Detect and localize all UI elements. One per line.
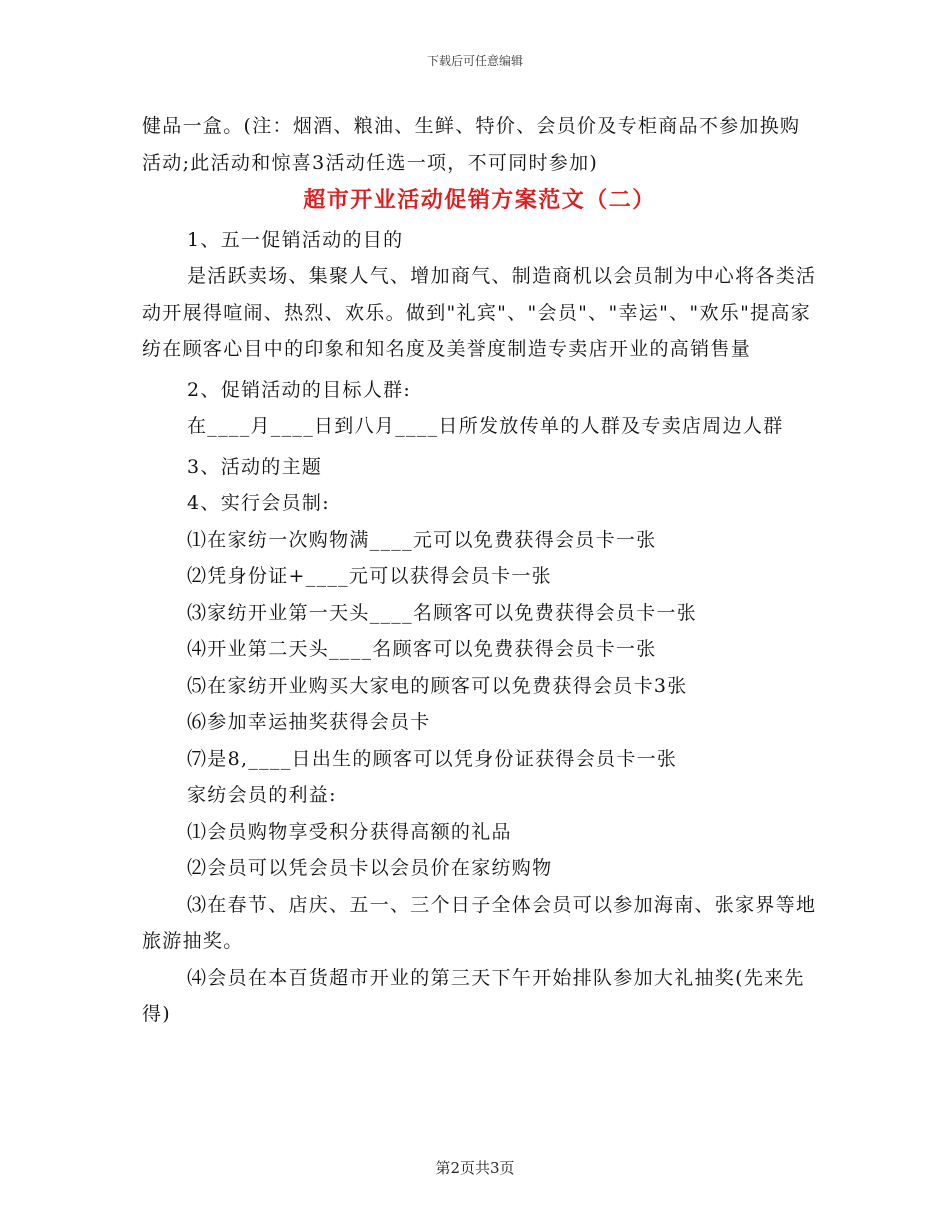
item-purpose-heading: 1、五一促销活动的目的 xyxy=(187,228,404,251)
membership-rule-4: ⑷开业第二天头____名顾客可以免费获得会员卡一张 xyxy=(187,638,657,660)
membership-rule-2: ⑵凭身份证+____元可以获得会员卡一张 xyxy=(187,565,552,587)
membership-rule-3: ⑶家纺开业第一天头____名顾客可以免费获得会员卡一张 xyxy=(187,601,698,624)
header-note: 下载后可任意编辑 xyxy=(426,54,523,68)
item-target-heading: 2、促销活动的目标人群: xyxy=(187,378,412,401)
member-benefit-1: ⑴会员购物享受积分获得高额的礼品 xyxy=(187,820,512,843)
item-target-text: 在____月____日到八月____日所发放传单的人群及专卖店周边人群 xyxy=(187,415,784,437)
section-title: 超市开业活动促销方案范文（二） xyxy=(303,187,656,213)
intro-paragraph: 健品一盒。(注：烟酒、粮油、生鲜、特价、会员价及专柜商品不参加换购活动;此活动和惊喜3活动任选一项，不可同时参加) xyxy=(142,115,801,174)
member-benefit-3: ⑶在春节、店庆、五一、三个日子全体会员可以参加海南、张家界等地旅游抽奖。 xyxy=(142,893,817,952)
membership-rule-6: ⑹参加幸运抽奖获得会员卡 xyxy=(187,711,431,733)
document-body xyxy=(142,108,817,1033)
member-benefit-2: ⑵会员可以凭会员卡以会员价在家纺购物 xyxy=(187,857,553,879)
member-benefits-heading: 家纺会员的利益: xyxy=(187,784,337,806)
item-theme-heading: 3、活动的主题 xyxy=(187,455,323,478)
page-footer: 第2页共3页 xyxy=(435,1159,515,1177)
membership-rule-1: ⑴在家纺一次购物满____元可以免费获得会员卡一张 xyxy=(187,528,657,551)
member-benefit-4: ⑷会员在本百货超市开业的第三天下午开始排队参加大礼抽奖(先来先得) xyxy=(142,966,805,1025)
item-membership-heading: 4、实行会员制: xyxy=(187,492,330,514)
membership-rule-7: ⑺是8,____日出生的顾客可以凭身份证获得会员卡一张 xyxy=(187,747,678,770)
membership-rule-5: ⑸在家纺开业购买大家电的顾客可以免费获得会员卡3张 xyxy=(187,674,688,697)
item-purpose-text: 是活跃卖场、集聚人气、增加商气、制造商机以会员制为中心将各类活动开展得喧闹、热烈、欢乐。做到"礼宾"、"会员"、"幸运"、"欢乐"提高家纺在顾客心目中的印象和知名度及美誉度制造专卖店开业的高销售量 xyxy=(142,265,817,360)
